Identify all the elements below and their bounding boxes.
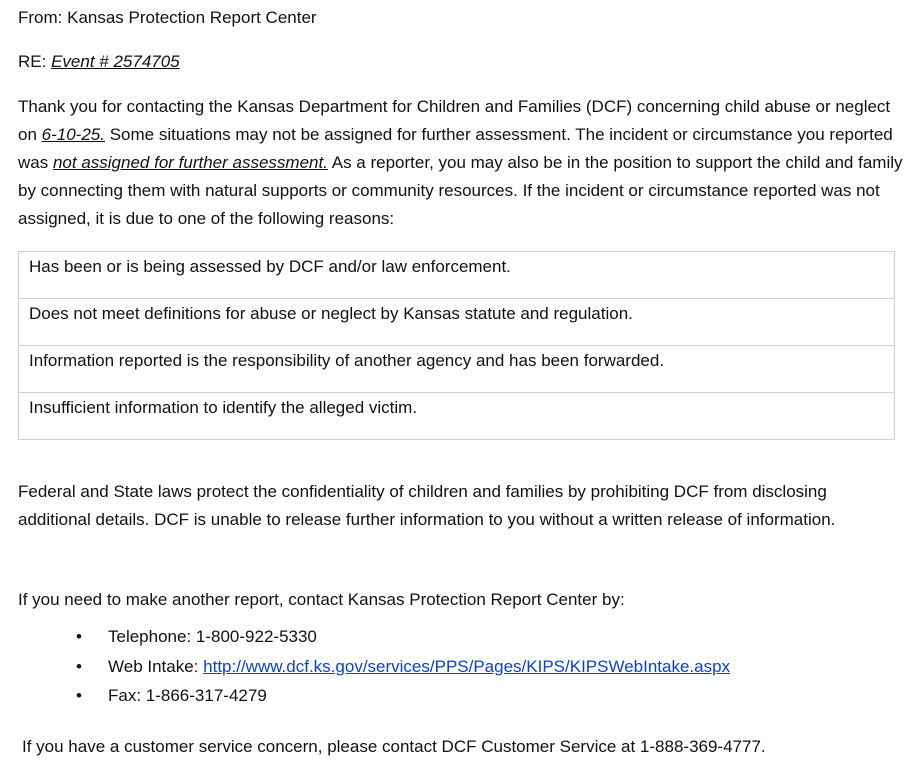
- fax-text: Fax: 1-866-317-4279: [108, 686, 267, 705]
- intro-text-3: As a reporter, you may also be in the position to support the child and family by connecting them with natural supports or community resources. If the incident or circumstance reported was not assigned, it is due to one of the following reasons:: [18, 153, 903, 228]
- telephone-text: Telephone: 1-800-922-5330: [108, 627, 317, 646]
- intro-text-2: Some situations may not be assigned for further assessment. The incident or circumstance you reported was: [18, 125, 893, 172]
- table-row: [19, 393, 895, 440]
- intro-text-1: Thank you for contacting the Kansas Department for Children and Families (DCF) concerning child abuse or neglect on: [18, 97, 891, 144]
- contact-list: [68, 622, 730, 711]
- from-line: From: Kansas Protection Report Center: [18, 8, 317, 27]
- web-intake-link[interactable]: http://www.dcf.ks.gov/services/PPS/Pages/KIPS/KIPSWebIntake.aspx: [203, 656, 731, 676]
- web-intake-label: Web Intake:: [108, 656, 204, 676]
- customer-service-line: If you have a customer service concern, please contact DCF Customer Service at 1-888-369-4777.: [22, 737, 766, 756]
- list-item: [68, 681, 730, 711]
- list-item: [68, 622, 730, 652]
- table-row: [19, 299, 895, 346]
- reason-cell: Does not meet definitions for abuse or neglect by Kansas statute and regulation.: [19, 299, 895, 346]
- confidentiality-paragraph: Federal and State laws protect the confidentiality of children and families by prohibiting DCF from disclosing additional details. DCF is unable to release further information to you without a written release of information.: [18, 482, 836, 529]
- table-row: [19, 346, 895, 393]
- list-item: [68, 652, 730, 682]
- re-label: RE:: [18, 52, 47, 71]
- assignment-status: not assigned for further assessment.: [52, 153, 328, 172]
- bullet-icon: •: [76, 627, 82, 646]
- intro-paragraph: [18, 93, 908, 233]
- report-date: 6-10-25.: [41, 125, 105, 144]
- reasons-table: [18, 251, 895, 440]
- reason-cell: Insufficient information to identify the alleged victim.: [19, 393, 895, 440]
- bullet-icon: •: [76, 656, 82, 676]
- reason-cell: Has been or is being assessed by DCF and/or law enforcement.: [19, 252, 895, 299]
- bullet-icon: •: [76, 686, 82, 705]
- re-line: [18, 48, 180, 76]
- table-row: [19, 252, 895, 299]
- contact-intro: If you need to make another report, contact Kansas Protection Report Center by:: [18, 590, 625, 609]
- reason-cell: Information reported is the responsibility of another agency and has been forwarded.: [19, 346, 895, 393]
- event-number: Event # 2574705: [51, 52, 180, 71]
